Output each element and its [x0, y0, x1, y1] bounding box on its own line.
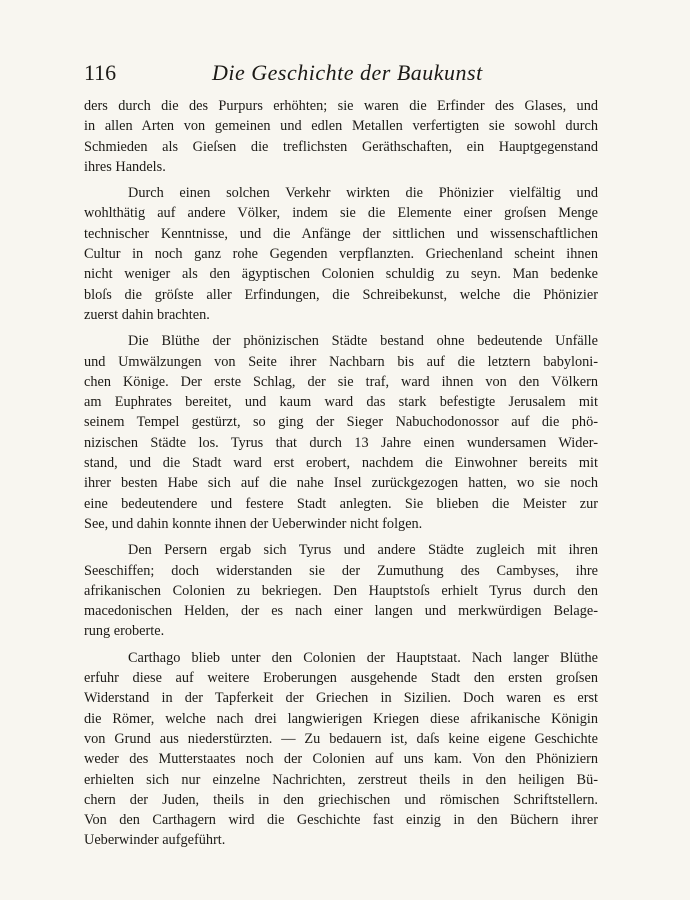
text-line: Von den Carthagern wird die Geschichte fast einzig in den Büchern ihrer — [84, 812, 598, 829]
paragraph — [84, 183, 598, 325]
text-line: am Euphrates bereitet, und kaum ward das stark befestigte Jerusalem mit — [84, 394, 598, 411]
text-line: Ueberwinder aufgeführt. — [84, 832, 226, 849]
text-line: zuerst dahin brachten. — [84, 306, 210, 323]
text-line: chen Könige. Der erste Schlag, der sie traf, ward ihnen von den Völkern — [84, 373, 598, 390]
paragraph — [84, 331, 598, 534]
text-line: rung eroberte. — [84, 623, 165, 640]
text-line: Carthago blieb unter den Colonien der Hauptstaat. Nach langer Blüthe — [128, 649, 598, 666]
text-line: afrikanischen Colonien zu bekriegen. Den Hauptstoſs erhielt Tyrus durch den — [84, 582, 598, 599]
text-line: in allen Arten von gemeinen und edlen Metallen verfertigten sie sowohl durch — [84, 118, 598, 135]
text-line: nizischen Städte los. Tyrus that durch 13 Jahre einen wundersamen Wider- — [84, 434, 598, 451]
page-number: 116 — [84, 60, 117, 85]
text-line: und Umwälzungen von Seite ihrer Nachbarn bis auf die letztern babyloni- — [84, 353, 598, 370]
text-line: erfuhr diese auf weitere Eroberungen ausgehende Stadt den ersten groſsen — [84, 670, 598, 687]
text-line: Durch einen solchen Verkehr wirkten die Phönizier vielfältig und — [128, 185, 598, 202]
text-line: ihres Handels. — [84, 158, 166, 175]
text-line: seinem Tempel gestürzt, so ging der Sieger Nabuchodonossor auf die phö- — [84, 414, 598, 431]
text-line: Seeschiffen; doch widerstanden sie der Zumuthung des Cambyses, ihre — [84, 562, 598, 579]
text-line: stand, und die Stadt ward erst erobert, nachdem die Einwohner bereits mit — [84, 455, 598, 472]
text-line: technischer Kenntnisse, und die Anfänge der sittlichen und wissenschaftlichen — [84, 225, 598, 242]
text-line: Widerstand in der Tapferkeit der Griechen in Sizilien. Doch waren es erst — [84, 690, 598, 707]
paragraph — [84, 96, 598, 177]
text-line: wohlthätig auf andere Völker, indem sie die Elemente einer groſsen Menge — [84, 205, 598, 222]
text-line: See, und dahin konnte ihnen der Ueberwinder nicht folgen. — [84, 515, 423, 532]
page-header — [84, 60, 604, 86]
running-title: Die Geschichte der Baukunst — [212, 60, 483, 85]
text-line: ihrer besten Habe sich auf die nahe Insel zurückgezogen hatten, wo sie noch — [84, 475, 598, 492]
paragraph — [84, 648, 598, 851]
text-line: Die Blüthe der phönizischen Städte bestand ohne bedeutende Unfälle — [128, 333, 598, 350]
text-line: die Römer, welche nach drei langwierigen Kriegen diese afrikanische Königin — [84, 710, 598, 727]
text-line: Schmieden als Gieſsen die treflichsten Geräthschaften, ein Hauptgegenstand — [84, 138, 598, 155]
text-line: weder des Mutterstaates noch der Colonien auf uns kam. Von den Phöniziern — [84, 751, 598, 768]
text-line: macedonischen Helden, der es nach einer langen und merkwürdigen Belage- — [84, 603, 598, 620]
text-line: Cultur in noch ganz rohe Gegenden verpflanzten. Griechenland scheint ihnen — [84, 246, 598, 263]
text-line: erhielten sich nur einzelne Nachrichten, zerstreut theils in den heiligen Bü- — [84, 771, 598, 788]
text-line: ders durch die des Purpurs erhöhten; sie waren die Erfinder des Glases, und — [84, 98, 598, 114]
text-line: von Grund aus niederstürzten. — Zu bedauern ist, daſs keine eigene Geschichte — [84, 730, 598, 747]
text-line: nicht weniger als den ägyptischen Colonien schuldig zu seyn. Man bedenke — [84, 266, 598, 283]
text-line: chern der Juden, theils in den griechischen und römischen Schriftstellern. — [84, 791, 598, 808]
paragraph — [84, 540, 598, 641]
text-line: Den Persern ergab sich Tyrus und andere Städte zugleich mit ihren — [128, 542, 598, 559]
body-text — [84, 96, 598, 851]
text-line: eine bedeutendere und festere Stadt anlegten. Sie blieben die Meister zur — [84, 495, 598, 512]
text-line: bloſs die gröſste aller Erfindungen, die Schreibekunst, welche die Phönizier — [84, 286, 598, 303]
